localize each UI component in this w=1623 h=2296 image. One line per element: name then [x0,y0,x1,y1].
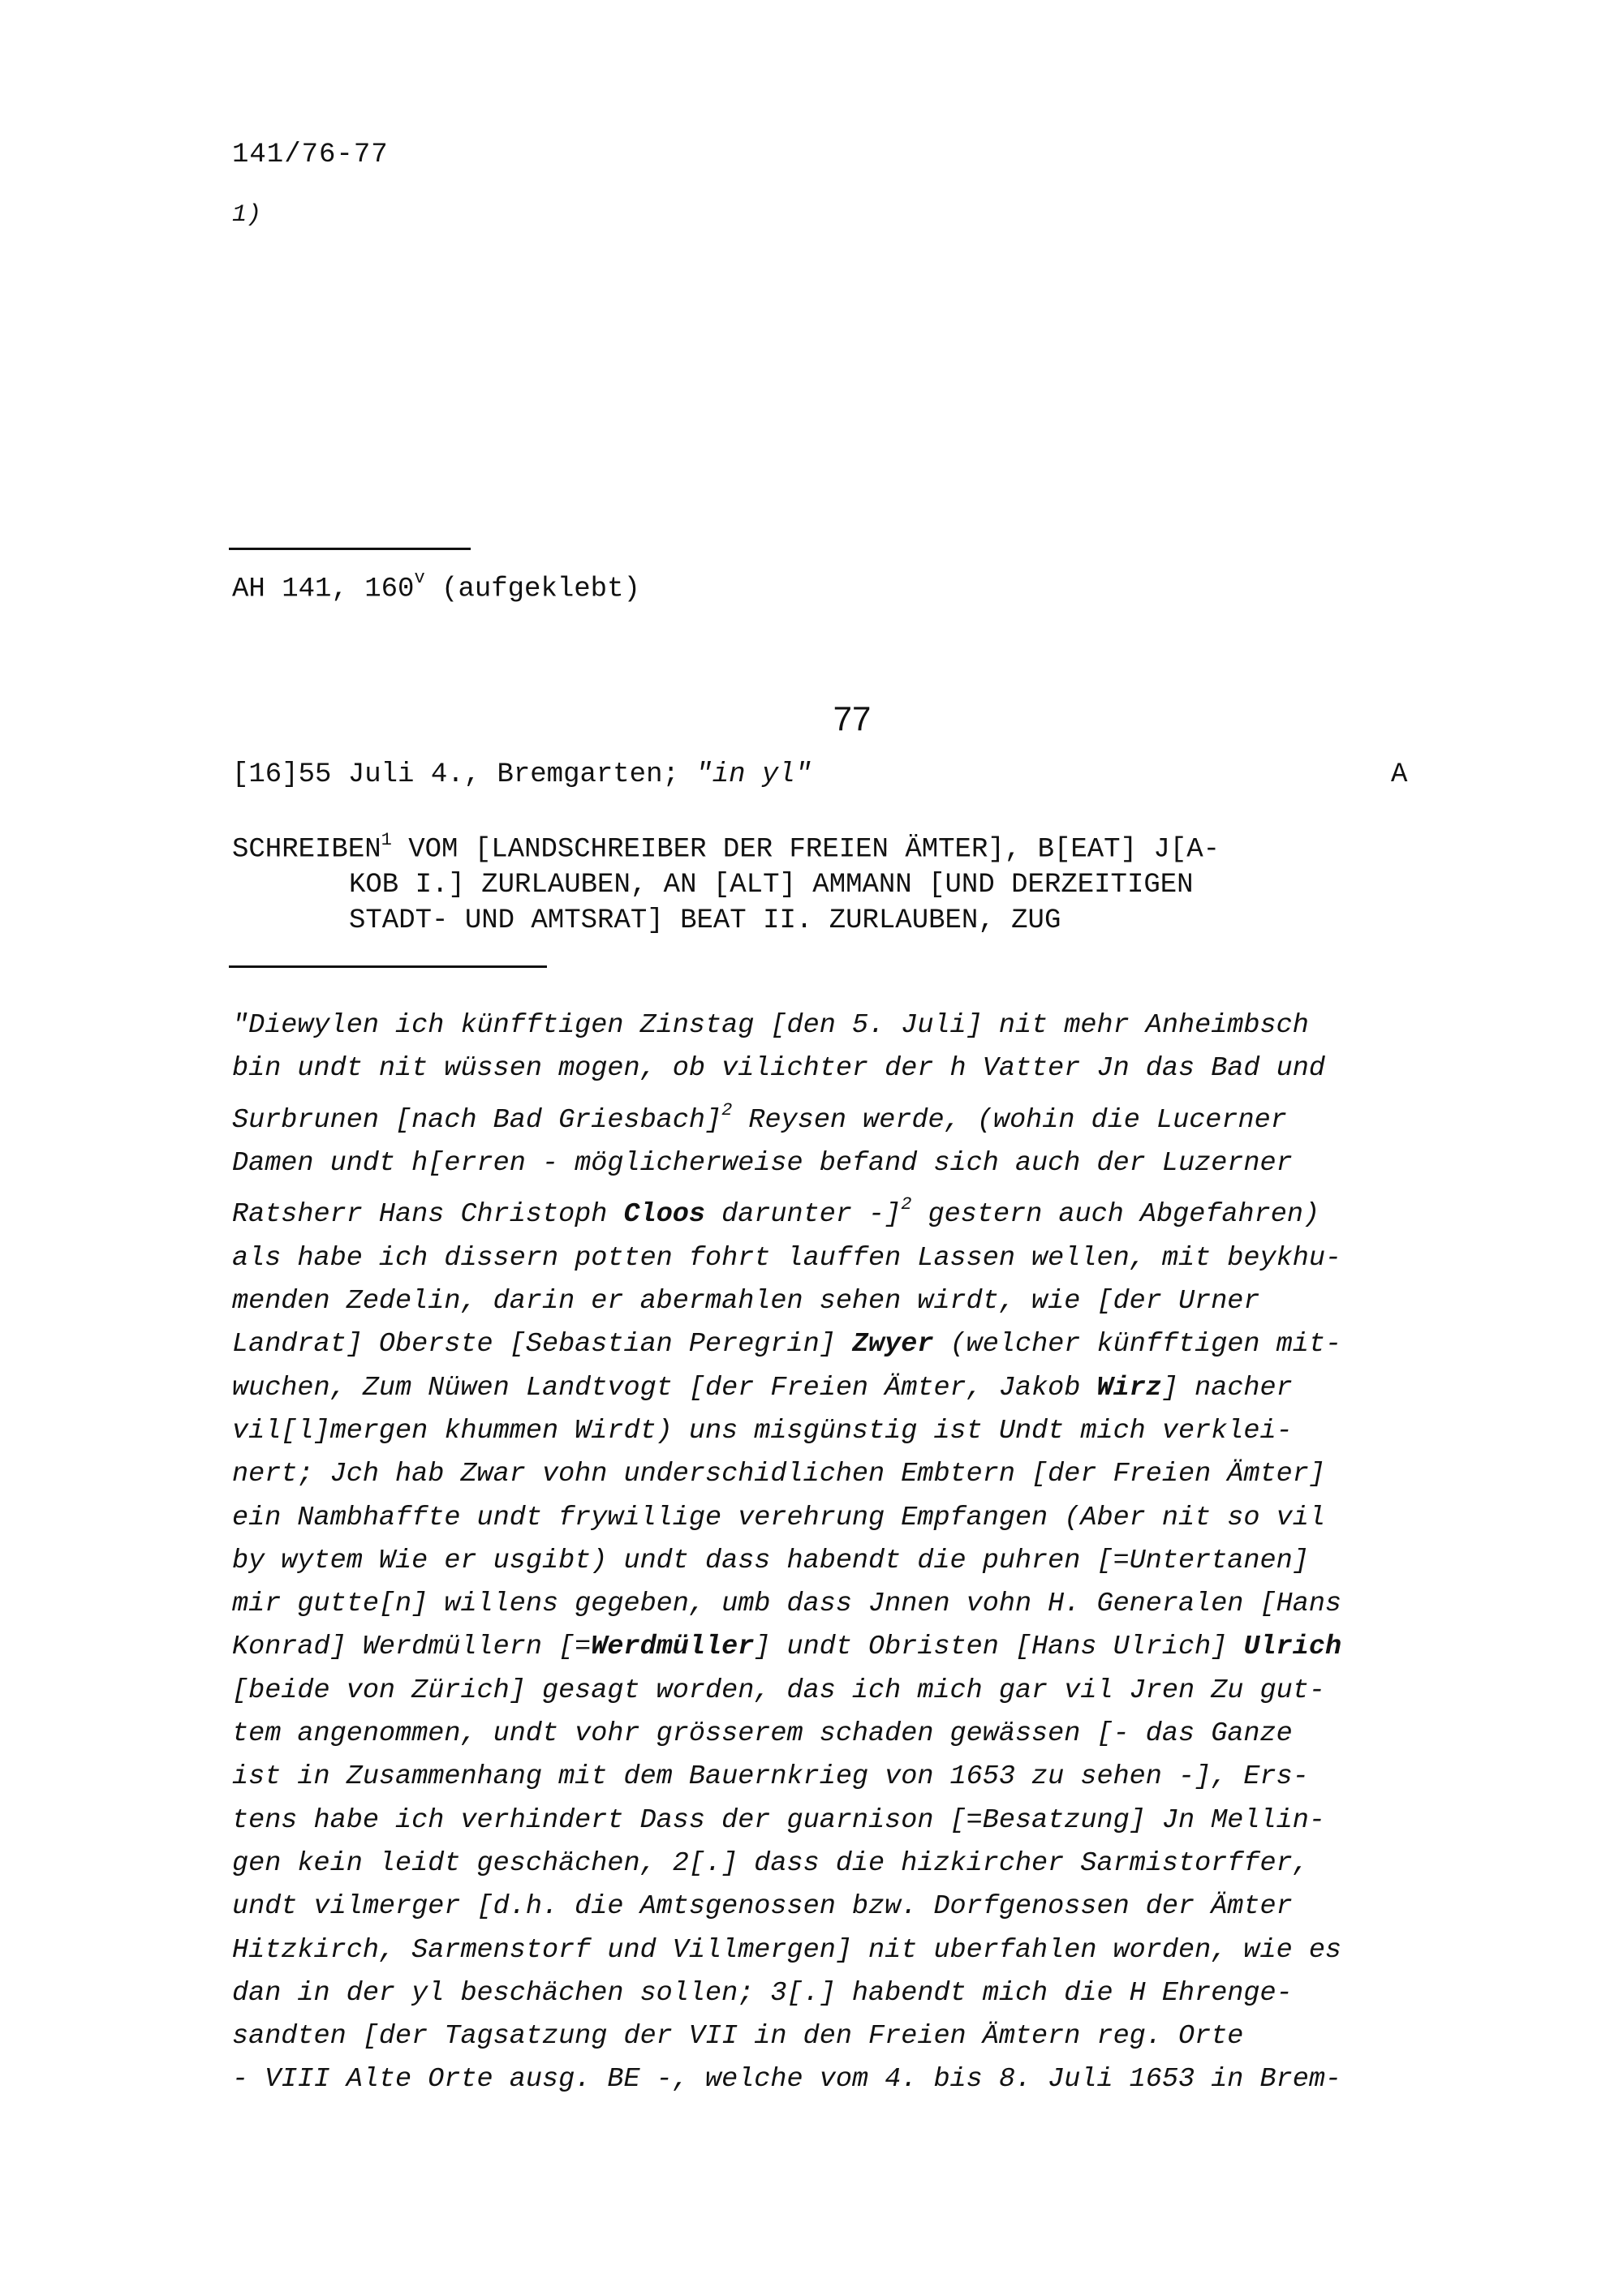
body-text: tens habe ich verhindert Dass der guarnison [=Besatzung] Jn Mellin- [232,1804,1325,1836]
heading-line-1-end: VOM [LANDSCHREIBER DER FREIEN ÄMTER], B[EAT] J[A- [391,834,1220,866]
document-number: 77 [833,699,872,737]
body-line [232,1756,1482,1799]
footnote-ref: 2 [901,1194,912,1215]
body-text: sandten [der Tagsatzung der VII in den Freien Ämtern reg. Orte [232,2021,1244,2053]
body-line [232,1713,1482,1756]
body-text: Hitzkirch, Sarmenstorf und Villmergen] nit uberfahlen worden, wie es [232,1934,1342,1966]
body-text: gestern auch Abgefahren) [911,1199,1320,1231]
body-line [232,1142,1482,1185]
heading-line-2: KOB I.] ZURLAUBEN, AN [ALT] AMMANN [UND DERZEITIGEN [349,870,1194,901]
body-line [232,1972,1482,2015]
person-name: Cloos [623,1199,706,1231]
body-line [232,1453,1482,1496]
footnote-ref: 2 [721,1099,733,1120]
body-text: Reysen werde, (wohin die Lucerner [732,1104,1287,1136]
body-text: ein Nambhaffte undt frywillige verehrung Empfangen (Aber nit so vil [232,1502,1325,1533]
body-line [232,1626,1482,1669]
body-text: "Diewylen ich künfftigen Zinstag [den 5. Juli] nit mehr Anheimbsch [232,1010,1309,1041]
version-letter: A [1391,759,1408,790]
person-name: Zwyer [851,1329,934,1361]
archive-reference: 141/76-77 [232,140,389,170]
body-text: - VIII Alte Orte ausg. BE -, welche vom 4. bis 8. Juli 1653 in Brem- [232,2064,1342,2096]
date-quote: "in yl" [695,759,812,790]
letter-body [232,1004,1482,2102]
person-name: Wirz [1096,1372,1162,1404]
body-text: ist in Zusammenhang mit dem Bauernkrieg von 1653 zu sehen -], Ers- [232,1761,1309,1793]
body-line [232,1004,1482,1047]
body-line [232,1237,1482,1280]
body-line [232,1280,1482,1323]
body-line [232,1842,1482,1885]
date-place: [16]55 Juli 4., Bremgarten; [232,759,696,790]
body-text: ] nacher [1161,1372,1293,1404]
body-text: gen kein leidt geschächen, 2[.] dass die hizkircher Sarmistorffer, [232,1847,1309,1879]
body-line [232,1497,1482,1540]
body-text: darunter -] [705,1199,902,1231]
body-line [232,1185,1482,1236]
heading-line-1 [232,824,1449,867]
heading-footnote-ref: 1 [381,830,392,850]
body-line [232,1540,1482,1583]
body-text: dan in der yl beschächen sollen; 3[.] habendt mich die H Ehrenge- [232,1977,1293,2009]
heading-divider [229,965,547,968]
person-name: Werdmüller [591,1632,755,1663]
body-text: [beide von Zürich] gesagt worden, das ich mich gar vil Jren Zu gut- [232,1675,1325,1706]
body-line [232,1091,1482,1142]
body-line [232,1799,1482,1842]
body-text: tem angenommen, undt vohr grösserem schaden gewässen [- das Ganze [232,1718,1293,1750]
body-text: Landrat] Oberste [Sebastian Peregrin] [232,1329,852,1361]
body-line [232,1410,1482,1453]
body-text: (welcher künfftigen mit- [933,1329,1342,1361]
body-line [232,2058,1482,2101]
body-text: undt vilmerger [d.h. die Amtsgenossen bzw. Dorfgenossen der Ämter [232,1891,1293,1923]
heading-line-3: STADT- UND AMTSRAT] BEAT II. ZURLAUBEN, ZUG [349,905,1061,937]
date-place-line [232,759,812,790]
body-line [232,1670,1482,1713]
body-line [232,2015,1482,2058]
body-text: vil[l]mergen khummen Wirdt) uns misgünstig ist Undt mich verklei- [232,1415,1293,1447]
body-text: mir gutte[n] willens gegeben, umb dass Jnnen vohn H. Generalen [Hans [232,1589,1342,1620]
body-line [232,1367,1482,1410]
footnote-marker: 1) [232,201,262,229]
body-line [232,1047,1482,1090]
source-note [232,568,640,605]
body-text: nert; Jch hab Zwar vohn underschidlichen Embtern [der Freien Ämter] [232,1459,1325,1490]
source-note-text: AH 141, 160 [232,574,415,605]
body-text: ] undt Obristen [Hans Ulrich] [754,1632,1244,1663]
body-line [232,1885,1482,1928]
source-note-superscript: v [414,568,425,588]
body-text: Surbrunen [nach Bad Griesbach] [232,1104,722,1136]
body-line [232,1323,1482,1366]
document-heading [232,824,1449,939]
body-text: by wytem Wie er usgibt) undt dass habendt die puhren [=Untertanen] [232,1545,1309,1576]
body-text: bin undt nit wüssen mogen, ob vilichter der h Vatter Jn das Bad und [232,1053,1325,1085]
source-note-suffix: (aufgeklebt) [424,574,640,605]
body-text: Damen undt h[erren - möglicherweise befand sich auch der Luzerner [232,1148,1293,1180]
body-text: Konrad] Werdmüllern [= [232,1632,592,1663]
body-text: wuchen, Zum Nüwen Landtvogt [der Freien Ämter, Jakob [232,1372,1097,1404]
body-text: menden Zedelin, darin er abermahlen sehen wirdt, wie [der Urner [232,1286,1260,1318]
body-text: als habe ich dissern potten fohrt lauffen Lassen wellen, mit beykhu- [232,1242,1342,1274]
body-line [232,1583,1482,1626]
body-text: Ratsherr Hans Christoph [232,1199,624,1231]
footnote-divider [229,548,471,550]
heading-line-1-start: SCHREIBEN [232,834,381,866]
person-name: Ulrich [1243,1632,1342,1663]
body-line [232,1929,1482,1972]
